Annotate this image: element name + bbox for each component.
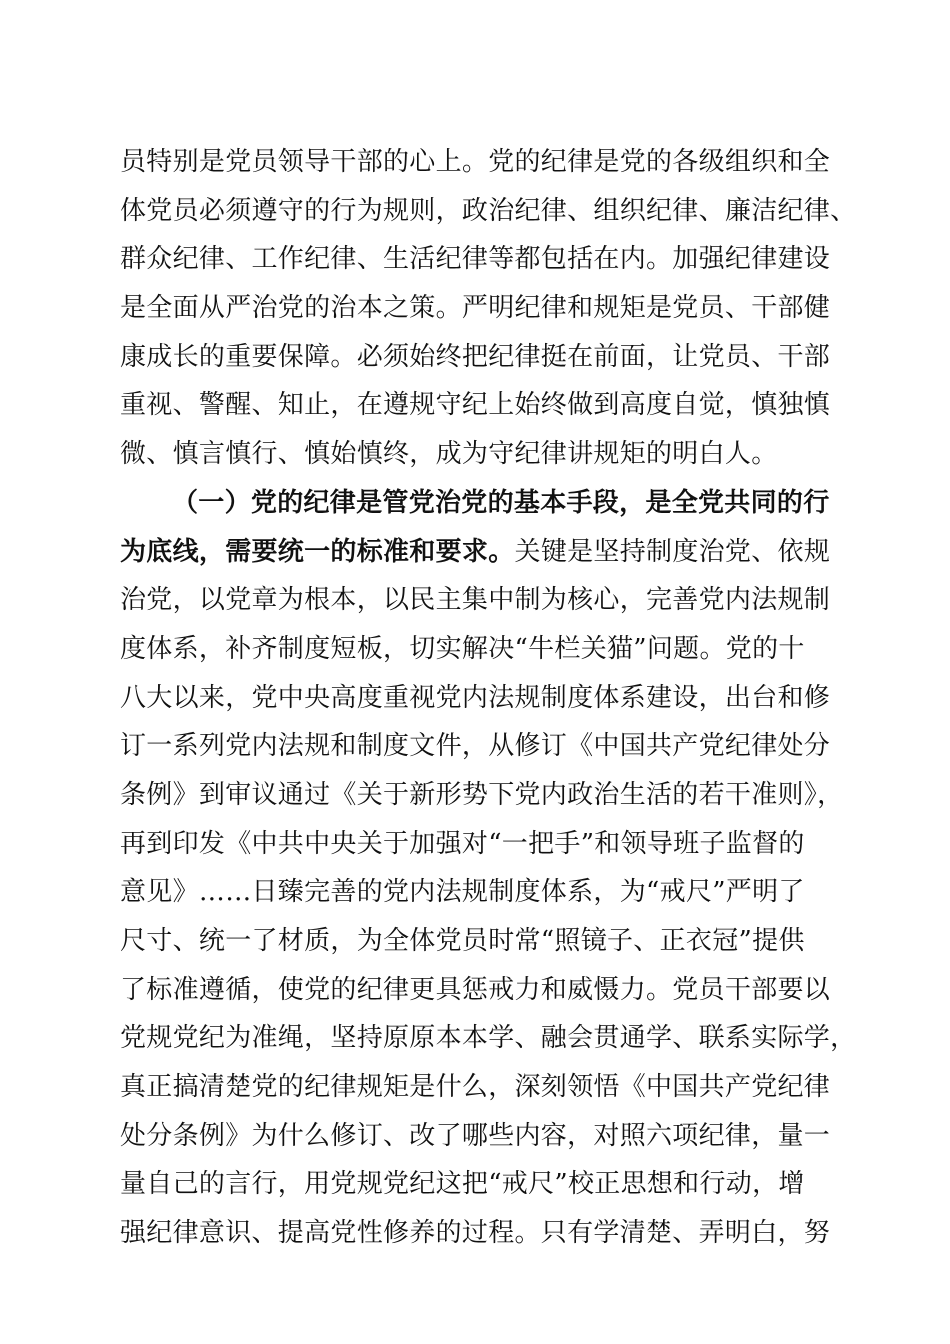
- text-line: [120, 966, 832, 1015]
- text-segment: 意见》……日臻完善的党内法规制度体系，为“戒尺”严明了: [120, 877, 805, 908]
- bold-text-segment: （一）党的纪律是管党治党的基本手段，是全党共同的行: [172, 487, 830, 518]
- text-segment: 了标准遵循，使党的纪律更具惩戒力和威慑力。党员干部要以: [120, 974, 831, 1005]
- text-segment: 尺寸、统一了材质，为全体党员时常“照镜子、正衣冠”提供: [120, 926, 805, 956]
- text-segment: 强纪律意识、提高党性修养的过程。只有学清楚、弄明白，努: [120, 1218, 831, 1249]
- text-line: [120, 771, 844, 820]
- text-segment: 真正搞清楚党的纪律规矩是什么，深刻领悟《中国共产党纪律: [120, 1072, 831, 1103]
- text-segment: 治党，以党章为根本，以民主集中制为核心，完善党内法规制: [120, 585, 831, 616]
- text-line: [120, 1209, 832, 1258]
- text-segment: 是全面从严治党的治本之策。严明纪律和规矩是党员、干部健: [120, 293, 831, 324]
- text-line: [120, 674, 832, 723]
- bold-text-segment: 为底线，需要统一的标准和要求。: [120, 536, 515, 567]
- text-line: [120, 917, 832, 966]
- text-line: [120, 722, 832, 771]
- text-line: [120, 333, 832, 382]
- text-line: [120, 187, 857, 236]
- body-text: [120, 138, 857, 1258]
- text-line: [120, 1112, 832, 1161]
- text-segment: 订一系列党内法规和制度文件，从修订《中国共产党纪律处分: [120, 731, 831, 762]
- text-segment: 量自己的言行，用党规党纪这把“戒尺”校正思想和行动，增: [120, 1169, 805, 1200]
- text-line: [120, 625, 832, 674]
- text-segment: 康成长的重要保障。必须始终把纪律挺在前面，让党员、干部: [120, 341, 831, 372]
- text-segment: 群众纪律、工作纪律、生活纪律等都包括在内。加强纪律建设: [120, 244, 831, 275]
- text-segment: 微、慎言慎行、慎始慎终，成为守纪律讲规矩的明白人。: [120, 439, 778, 470]
- text-line: [120, 430, 832, 479]
- text-segment: 再到印发《中共中央关于加强对“一把手”和领导班子监督的: [120, 828, 805, 859]
- text-line: [120, 1014, 857, 1063]
- text-line: [120, 381, 832, 430]
- text-segment: 重视、警醒、知止，在遵规守纪上始终做到高度自觉，慎独慎: [120, 390, 831, 421]
- text-line: [120, 1063, 832, 1112]
- text-line: [120, 528, 832, 577]
- text-line: [120, 284, 832, 333]
- text-segment: 关键是坚持制度治党、依规: [514, 536, 831, 567]
- text-line: [120, 820, 832, 869]
- text-line: [120, 235, 832, 284]
- text-segment: 党规党纪为准绳，坚持原原本本学、融会贯通学、联系实际学，: [120, 1023, 857, 1054]
- text-segment: 体党员必须遵守的行为规则，政治纪律、组织纪律、廉洁纪律、: [120, 195, 857, 226]
- text-line: [120, 1160, 832, 1209]
- section-heading-line: [120, 479, 832, 528]
- text-line: [120, 868, 832, 917]
- text-segment: 条例》到审议通过《关于新形势下党内政治生活的若干准则》，: [120, 779, 844, 810]
- text-segment: 员特别是党员领导干部的心上。党的纪律是党的各级组织和全: [120, 147, 831, 177]
- text-segment: 处分条例》为什么修订、改了哪些内容，对照六项纪律，量一: [120, 1120, 831, 1151]
- text-segment: 八大以来，党中央高度重视党内法规制度体系建设，出台和修: [120, 682, 831, 713]
- text-line: [120, 576, 832, 625]
- text-segment: 度体系，补齐制度短板，切实解决“牛栏关猫”问题。党的十: [120, 633, 805, 664]
- text-line: [120, 138, 832, 187]
